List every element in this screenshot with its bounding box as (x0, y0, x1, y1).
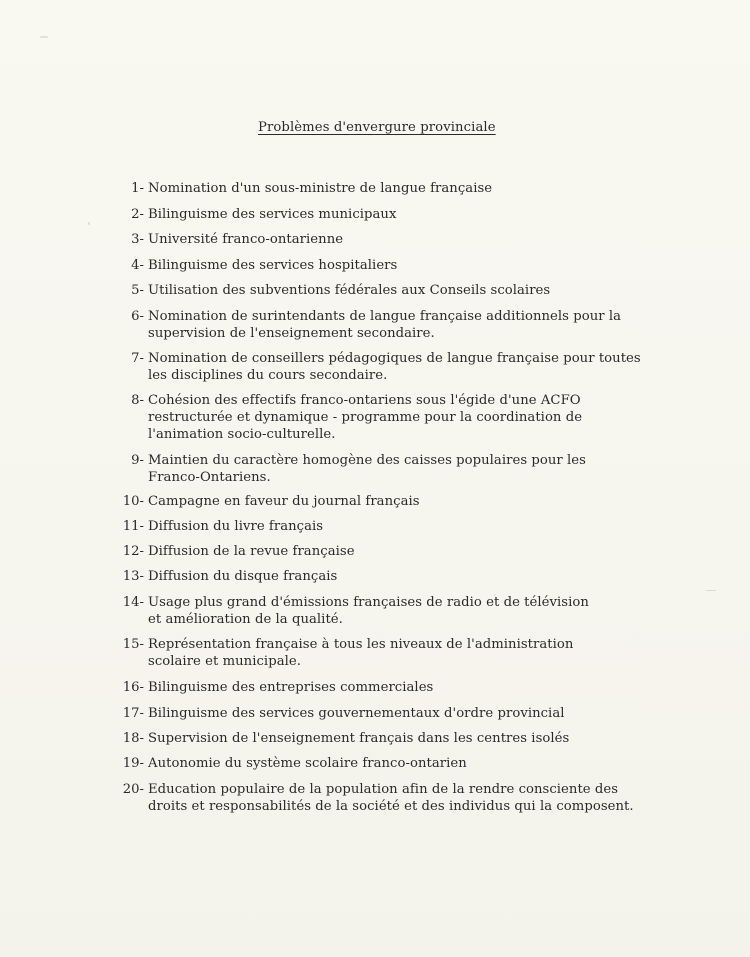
item-text: Diffusion de la revue française (148, 544, 355, 559)
item-number: 2- (131, 207, 144, 222)
item-number: 11- (122, 519, 144, 534)
item-text: Campagne en faveur du journal français (148, 494, 420, 509)
item-text: Nomination d'un sous-ministre de langue française (148, 181, 493, 196)
item-number: 18- (122, 731, 144, 746)
item-text: Nomination de surintendants de langue française additionnels pour la supervision de l'enseignement secondaire. (148, 309, 622, 341)
item-text: Autonomie du système scolaire franco-ontarien (148, 756, 467, 771)
item-text: Education populaire de la population afin de la rendre consciente des droits et responsabilités de la société et des individus qui la composent. (148, 782, 634, 814)
item-number: 15- (122, 637, 144, 652)
paper-speck (88, 222, 90, 225)
item-number: 14- (122, 595, 144, 610)
item-number: 10- (122, 494, 144, 509)
item-number: 9- (131, 453, 144, 468)
item-text: Nomination de conseillers pédagogiques de langue française pour toutes les disciplines du cours secondaire. (148, 351, 641, 383)
item-number: 16- (122, 680, 144, 695)
item-text: Diffusion du disque français (148, 569, 338, 584)
item-number: 19- (122, 756, 144, 771)
item-number: 12- (122, 544, 144, 559)
item-number: 5- (131, 283, 144, 298)
item-text: Bilinguisme des services gouvernementaux d'ordre provincial (148, 706, 565, 721)
item-number: 1- (131, 181, 144, 196)
item-number: 6- (131, 309, 144, 324)
paper-speck (40, 36, 48, 38)
item-text: Bilinguisme des entreprises commerciales (148, 680, 434, 695)
item-text: Université franco-ontarienne (148, 232, 344, 247)
item-text: Maintien du caractère homogène des caisses populaires pour les Franco-Ontariens. (148, 453, 586, 485)
item-number: 7- (131, 351, 144, 366)
item-number: 17- (122, 706, 144, 721)
item-number: 3- (131, 232, 144, 247)
item-text: Diffusion du livre français (148, 519, 324, 534)
item-number: 13- (122, 569, 144, 584)
document-title: Problèmes d'envergure provinciale (258, 120, 496, 135)
item-number: 20- (122, 782, 144, 797)
paper-speck (706, 590, 716, 591)
item-number: 4- (131, 258, 144, 273)
item-text: Bilinguisme des services municipaux (148, 207, 397, 222)
item-text: Usage plus grand d'émissions françaises de radio et de télévision et amélioration de la qualité. (148, 595, 589, 627)
item-text: Supervision de l'enseignement français dans les centres isolés (148, 731, 570, 746)
item-text: Cohésion des effectifs franco-ontariens sous l'égide d'une ACFO restructurée et dynamique - programme pour la coordination de l'animation socio-culturelle. (148, 393, 583, 442)
item-number: 8- (131, 393, 144, 408)
item-text: Utilisation des subventions fédérales aux Conseils scolaires (148, 283, 551, 298)
item-text: Bilinguisme des services hospitaliers (148, 258, 398, 273)
item-text: Représentation française à tous les niveaux de l'administration scolaire et municipale. (148, 637, 574, 669)
